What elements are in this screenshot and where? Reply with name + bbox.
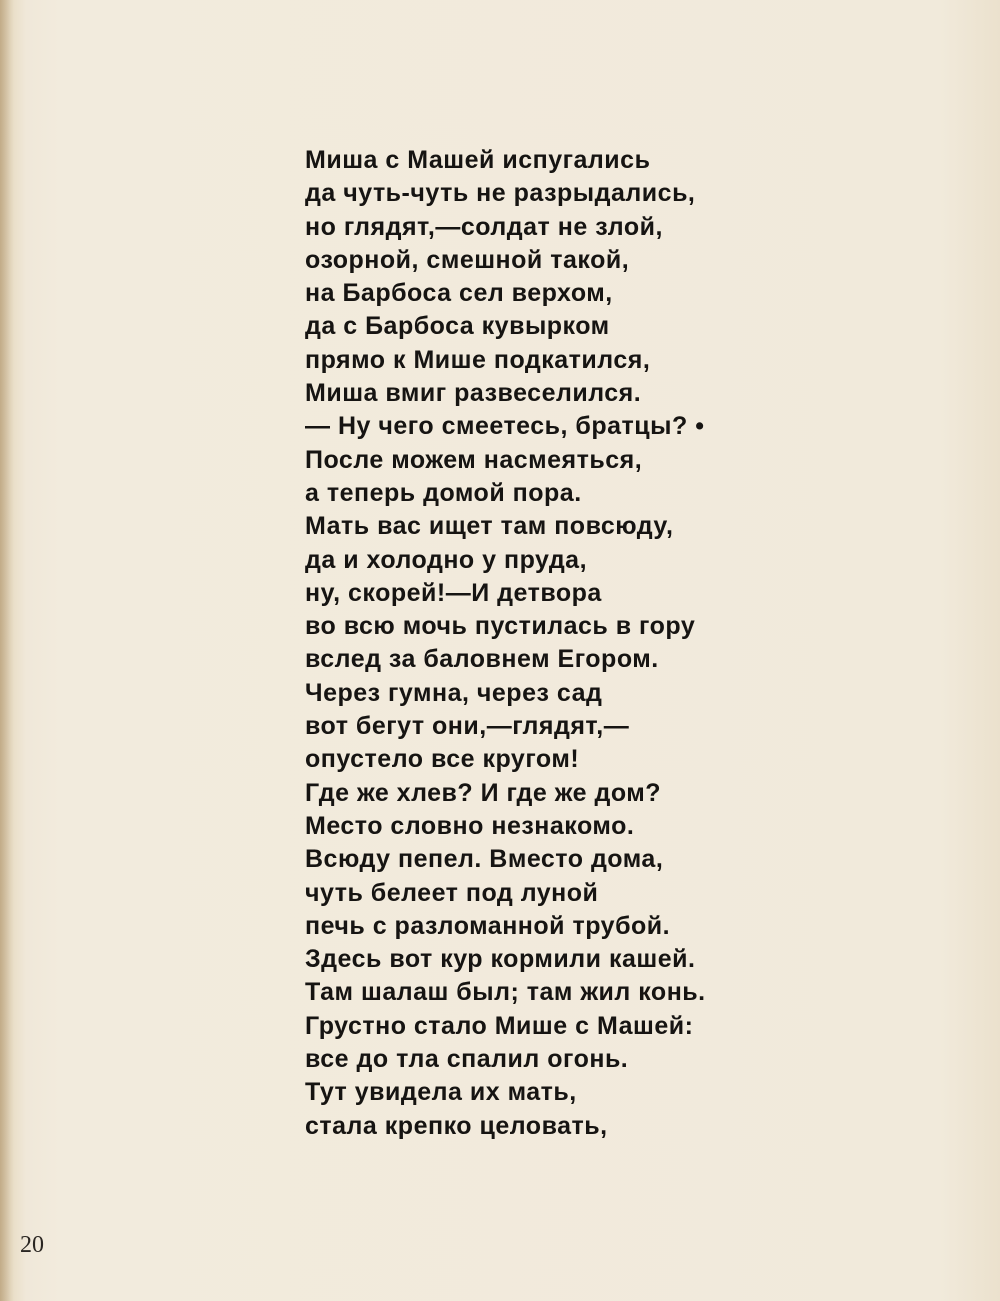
- poem-line: чуть белеет под луной: [305, 878, 599, 907]
- poem-line: вслед за баловнем Егором.: [305, 645, 659, 674]
- poem-line: Там шалаш был; там жил конь.: [305, 978, 706, 1007]
- poem-line: но глядят,—солдат не злой,: [305, 212, 663, 241]
- page-number: 20: [20, 1232, 44, 1258]
- poem-line: Где же хлев? И где же дом?: [305, 778, 662, 807]
- poem-line: прямо к Мише подкатился,: [305, 345, 651, 374]
- poem-line: на Барбоса сел верхом,: [305, 279, 613, 308]
- poem-line: Здесь вот кур кормили кашей.: [305, 945, 696, 974]
- poem-line: вот бегут они,—глядят,—: [305, 712, 630, 741]
- poem-line: а теперь домой пора.: [305, 478, 582, 507]
- poem-line: опустело все кругом!: [305, 745, 580, 774]
- poem-line: Место словно незнакомо.: [305, 811, 635, 840]
- poem-line: Миша с Машей испугались: [305, 146, 651, 174]
- poem-line: ну, скорей!—И детвора: [305, 578, 602, 607]
- poem-line: Грустно стало Мише с Машей:: [305, 1011, 694, 1040]
- poem-line: озорной, смешной такой,: [305, 245, 630, 274]
- poem-text: [305, 144, 825, 1143]
- poem-line: Всюду пепел. Вместо дома,: [305, 845, 664, 874]
- page-gutter-shadow: [0, 0, 14, 1301]
- poem-line: Тут увидела их мать,: [305, 1078, 577, 1107]
- poem-line: После можем насмеяться,: [305, 445, 643, 474]
- poem-line: стала крепко целовать,: [305, 1111, 608, 1140]
- poem-line: да и холодно у пруда,: [305, 545, 588, 574]
- poem-line: Через гумна, через сад: [305, 678, 603, 707]
- poem-line: — Ну чего смеетесь, братцы? •: [305, 412, 705, 441]
- poem-line: да с Барбоса кувырком: [305, 312, 610, 341]
- poem-line: печь с разломанной трубой.: [305, 911, 671, 940]
- poem-line: Мать вас ищет там повсюду,: [305, 512, 674, 541]
- poem-line: да чуть-чуть не разрыдались,: [305, 179, 696, 208]
- poem-line: Миша вмиг развеселился.: [305, 379, 642, 408]
- poem-line: во всю мочь пустилась в гору: [305, 612, 696, 641]
- poem-line: все до тла спалил огонь.: [305, 1045, 629, 1074]
